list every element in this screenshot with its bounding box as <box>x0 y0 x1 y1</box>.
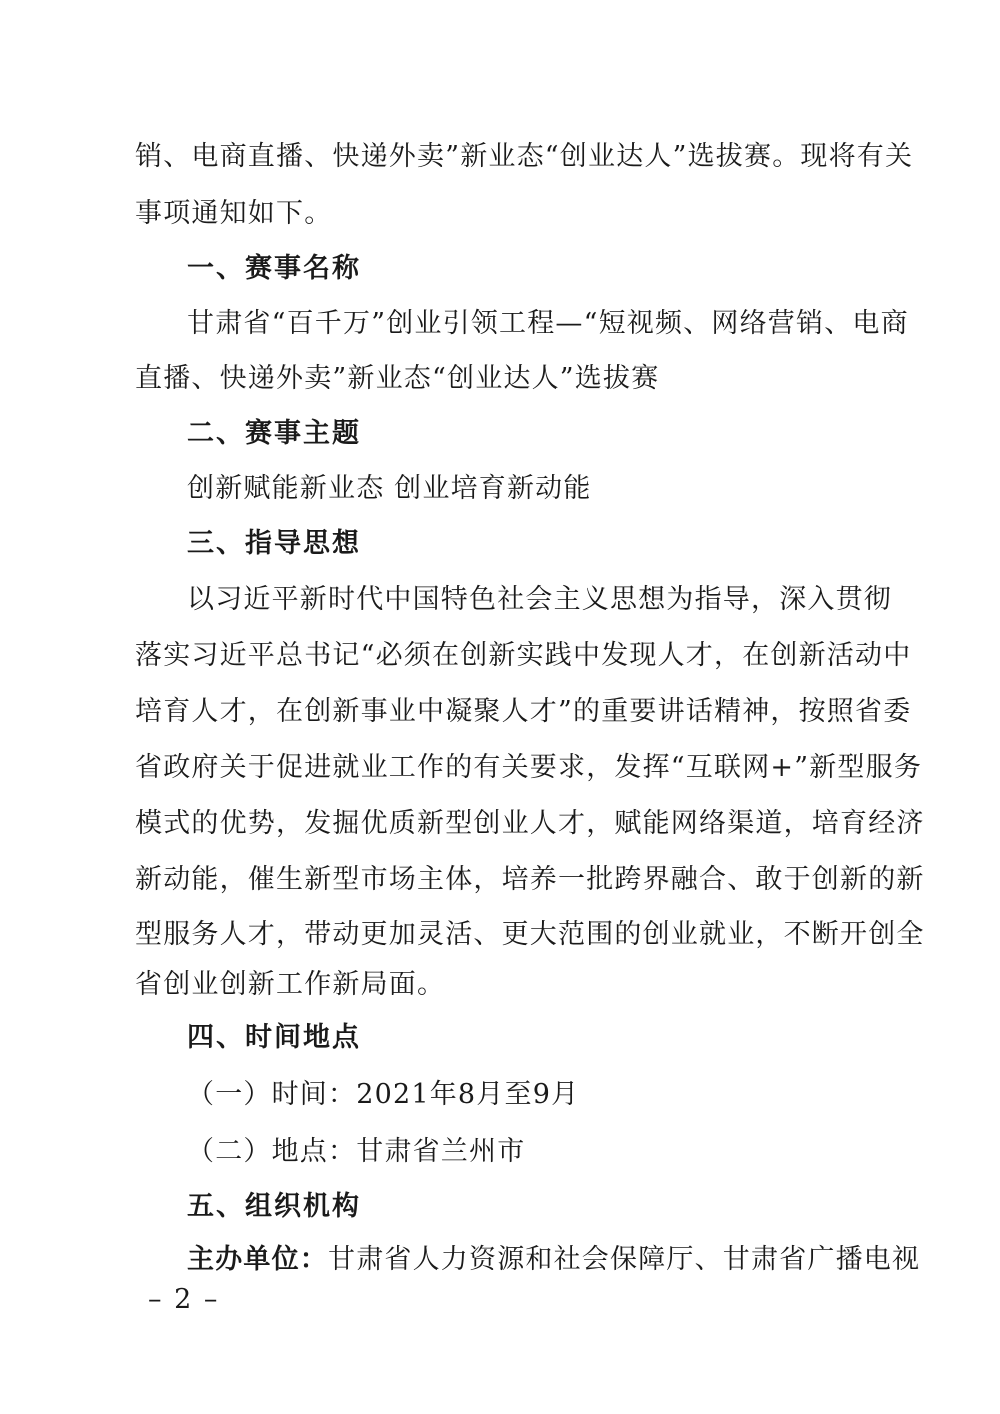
section-heading-organization: 五、组织机构 <box>187 1191 361 1222</box>
guiding-ideology-line-4: 省政府关于促进就业工作的有关要求，发挥“互联网+”新型服务 <box>135 752 923 783</box>
guiding-ideology-line-7: 型服务人才，带动更加灵活、更大范围的创业就业，不断开创全 <box>135 919 925 950</box>
event-theme-text: 创新赋能新业态 创业培育新动能 <box>187 473 592 504</box>
intro-line-2: 事项通知如下。 <box>135 198 333 229</box>
guiding-ideology-line-8: 省创业创新工作新局面。 <box>135 969 446 1000</box>
time-text: （一）时间：2021年8月至9月 <box>187 1079 580 1110</box>
host-unit-line <box>187 1240 921 1280</box>
section-heading-guiding-ideology: 三、指导思想 <box>187 528 361 559</box>
section-heading-event-name: 一、赛事名称 <box>187 253 361 284</box>
guiding-ideology-line-3: 培育人才，在创新事业中凝聚人才”的重要讲话精神，按照省委 <box>135 696 912 727</box>
host-unit-text: 甘肃省人力资源和社会保障厅、甘肃省广播电视 <box>328 1244 921 1275</box>
guiding-ideology-line-5: 模式的优势，发掘优质新型创业人才，赋能网络渠道，培育经济 <box>135 808 925 839</box>
section-heading-event-theme: 二、赛事主题 <box>187 418 361 449</box>
section-heading-time-place: 四、时间地点 <box>187 1022 361 1053</box>
place-text: （二）地点：甘肃省兰州市 <box>187 1136 526 1167</box>
guiding-ideology-line-2: 落实习近平总书记“必须在创新实践中发现人才，在创新活动中 <box>135 640 912 671</box>
guiding-ideology-line-6: 新动能，催生新型市场主体，培养一批跨界融合、敢于创新的新 <box>135 864 925 895</box>
page-number: – 2 – <box>148 1284 220 1315</box>
event-name-line-1: 甘肃省“百千万”创业引领工程—“短视频、网络营销、电商 <box>187 308 909 339</box>
event-name-line-2: 直播、快递外卖”新业态“创业达人”选拔赛 <box>135 363 660 394</box>
host-unit-label: 主办单位： <box>187 1244 328 1275</box>
guiding-ideology-line-1: 以习近平新时代中国特色社会主义思想为指导，深入贯彻 <box>187 584 892 615</box>
intro-line-1: 销、电商直播、快递外卖”新业态“创业达人”选拔赛。现将有关 <box>135 141 914 172</box>
